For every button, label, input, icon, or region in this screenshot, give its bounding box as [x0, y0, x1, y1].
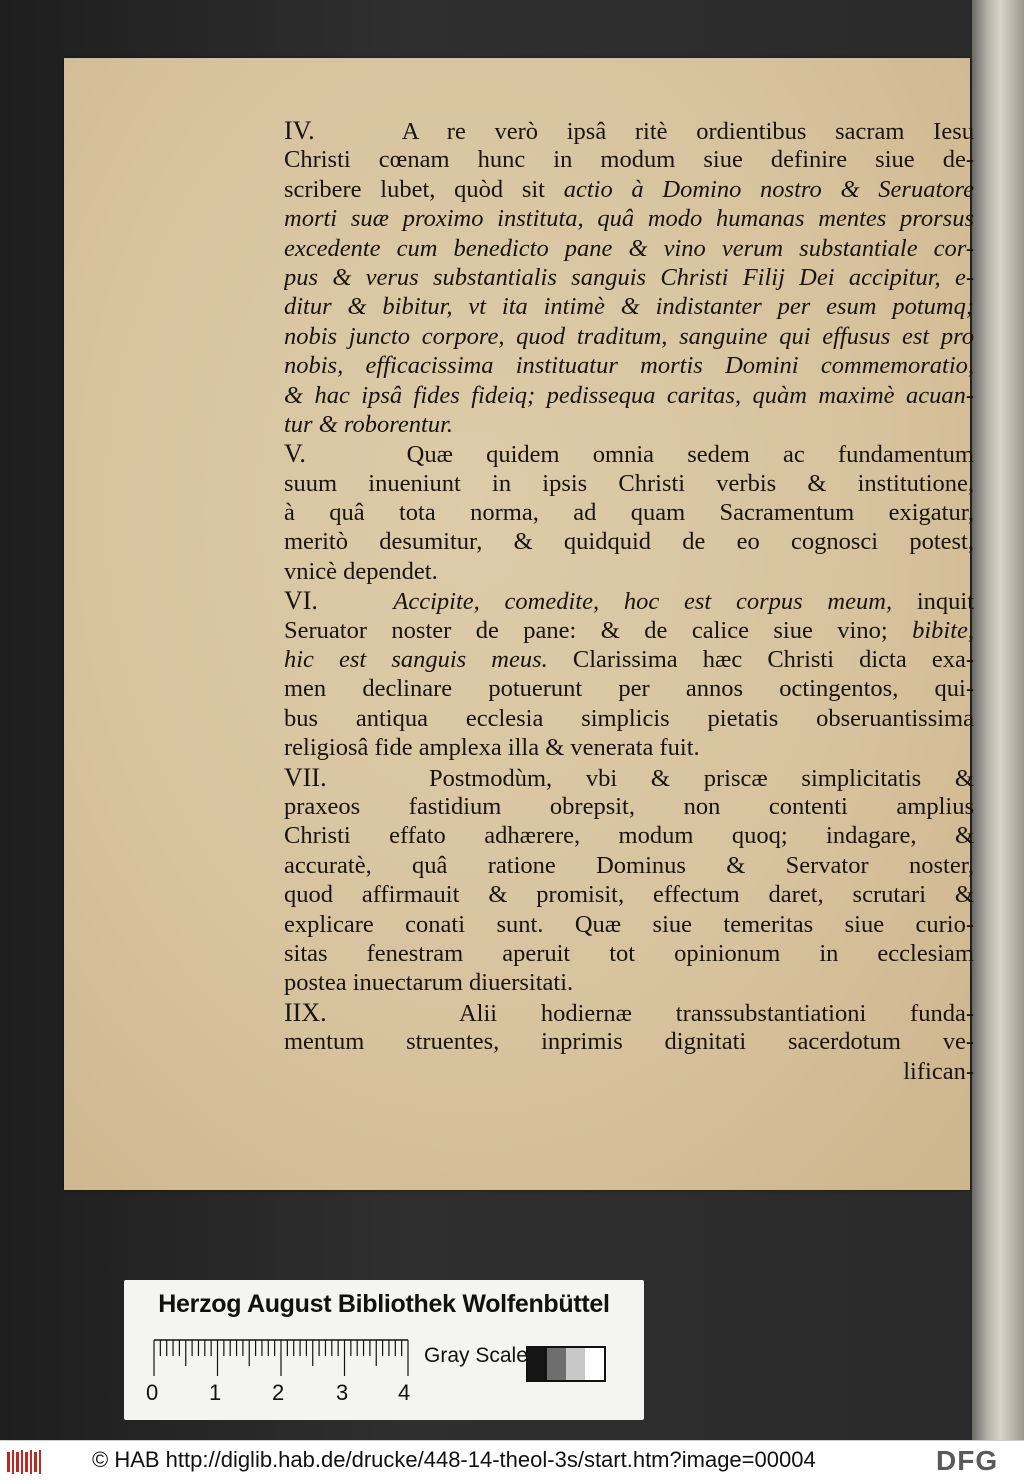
line-text: nobis, efficacissima instituatur mortis Domini commemoratio, — [284, 352, 974, 380]
line-text: mentum struentes, inprimis dignitati sacerdotum ve- — [284, 1028, 974, 1056]
text-line — [284, 145, 974, 174]
line-text: Postmodùm, vbi & priscæ simplicitatis & — [428, 764, 974, 792]
line-text: postea inuectarum diuersitati. — [284, 969, 574, 997]
line-text: morti suæ proximo instituta, quâ modo humanas mentes prorsus — [284, 205, 974, 233]
footer-bar — [0, 1440, 1024, 1484]
line-text: bus antiqua ecclesia simplicis pietatis obseruantissima — [284, 704, 974, 732]
text-line — [284, 292, 974, 321]
text-line — [284, 469, 974, 498]
gray-swatch — [566, 1348, 585, 1380]
line-text: Alii hodiernæ transsubstantiationi funda- — [458, 999, 974, 1027]
line-text: Seruator noster de pane: & de calice siue vino; — [284, 616, 913, 644]
library-barcode-icon — [6, 1448, 46, 1476]
text-line — [284, 410, 974, 439]
text-line — [284, 851, 974, 880]
text-line — [284, 910, 974, 939]
text-line — [284, 968, 974, 997]
measurement-ruler — [150, 1338, 420, 1398]
line-text: excedente cum benedicto pane & vino verum substantiale cor- — [284, 234, 974, 262]
text-line — [284, 645, 974, 674]
dfg-logo: DFG — [936, 1445, 999, 1476]
ruler-number: 4 — [398, 1380, 411, 1405]
text-line — [284, 263, 974, 292]
gray-swatch — [585, 1348, 604, 1380]
page-text — [284, 116, 974, 1086]
section-number: VI. — [284, 586, 394, 616]
line-text: men declinare potuerunt per annos octingentos, qui- — [284, 675, 974, 703]
text-line — [284, 821, 974, 850]
gray-swatch — [547, 1348, 566, 1380]
text-line — [284, 1027, 974, 1056]
text-line — [284, 939, 974, 968]
section-number: V. — [284, 439, 407, 469]
line-text: Christi cœnam hunc in modum siue definire siue de- — [284, 146, 974, 174]
text-line — [284, 175, 974, 204]
library-name: Herzog August Bibliothek Wolfenbüttel — [158, 1290, 610, 1318]
line-text: pus & verus substantialis sanguis Christi Filij Dei accipitur, e- — [284, 263, 974, 291]
line-text: meritò desumitur, & quidquid de eo cognosci potest, — [284, 528, 974, 556]
line-text: religiosâ fide amplexa illa & venerata fuit. — [284, 734, 700, 762]
text-line — [284, 880, 974, 909]
source-url[interactable]: © HAB http://diglib.hab.de/drucke/448-14-theol-3s/start.htm?image=00004 — [92, 1447, 816, 1472]
line-text: ditur & bibitur, vt ita intimè & indistanter per esum potumq; — [284, 293, 974, 321]
text-line — [284, 763, 974, 792]
ruler-number: 3 — [336, 1380, 349, 1405]
library-label-card — [124, 1280, 644, 1420]
ruler-number: 0 — [146, 1380, 159, 1405]
line-text: praxeos fastidium obrepsit, non contenti amplius — [284, 792, 974, 820]
line-text: accuratè, quâ ratione Dominus & Servator noster, — [284, 851, 974, 879]
book-page — [64, 58, 974, 1190]
adjacent-page-edge — [972, 0, 1024, 1440]
section-number: IIX. — [284, 997, 459, 1027]
line-text: Quæ quidem omnia sedem ac fundamentum — [406, 441, 974, 469]
quote-text: hic est sanguis meus. — [284, 646, 548, 674]
text-line — [284, 733, 974, 762]
quote-text: actio à Domino nostro & Seruatore — [563, 175, 974, 203]
text-line — [284, 998, 974, 1027]
line-text: Christi effato adhærere, modum quoq; indagare, & — [284, 822, 974, 850]
line-text: A re verò ipsâ ritè ordientibus sacram Iesu — [401, 118, 974, 145]
text-line — [284, 616, 974, 645]
text-line — [284, 381, 974, 410]
line-text: explicare conati sunt. Quæ siue temeritas siue curio- — [284, 910, 974, 938]
section-number: IV. — [284, 116, 402, 145]
text-line — [284, 204, 974, 233]
line-text: scribere lubet, quòd sit — [284, 175, 564, 203]
line-text: & hac ipsâ fides fideiq; pedissequa caritas, quàm maximè acuan- — [284, 381, 974, 409]
line-text: inquit — [892, 588, 974, 616]
text-line — [284, 527, 974, 556]
ruler-number: 1 — [209, 1380, 222, 1405]
line-text: Clarissima hæc Christi dicta exa- — [547, 646, 974, 674]
line-text: vnicè dependet. — [284, 557, 438, 585]
line-text: à quâ tota norma, ad quam Sacramentum exigatur, — [284, 499, 974, 527]
ruler-number: 2 — [272, 1380, 285, 1405]
text-line — [284, 1057, 974, 1086]
text-line — [284, 704, 974, 733]
text-line — [284, 322, 974, 351]
line-text: nobis juncto corpore, quod traditum, sanguine qui effusus est pro — [284, 322, 974, 350]
text-line — [284, 586, 974, 615]
line-text: tur & roborentur. — [284, 410, 454, 438]
line-text: suum inueniunt in ipsis Christi verbis & institutione, — [284, 469, 974, 497]
line-text: quod affirmauit & promisit, effectum daret, scrutari & — [284, 881, 974, 909]
section-number: VII. — [284, 762, 429, 792]
text-line — [284, 674, 974, 703]
line-text: lifican- — [903, 1057, 974, 1085]
text-line — [284, 351, 974, 380]
quote-text: bibite, — [912, 616, 974, 644]
text-line — [284, 498, 974, 527]
line-text: sitas fenestram aperuit tot opinionum in ecclesiam — [284, 939, 974, 967]
gray-scale-label: Gray Scale — [424, 1344, 528, 1367]
text-line — [284, 792, 974, 821]
text-line — [284, 439, 974, 468]
gray-scale-chart — [526, 1346, 606, 1382]
text-line — [284, 116, 974, 145]
text-line — [284, 234, 974, 263]
quote-text: Accipite, comedite, hoc est corpus meum, — [393, 588, 893, 616]
gray-swatch — [528, 1348, 547, 1380]
text-line — [284, 557, 974, 586]
